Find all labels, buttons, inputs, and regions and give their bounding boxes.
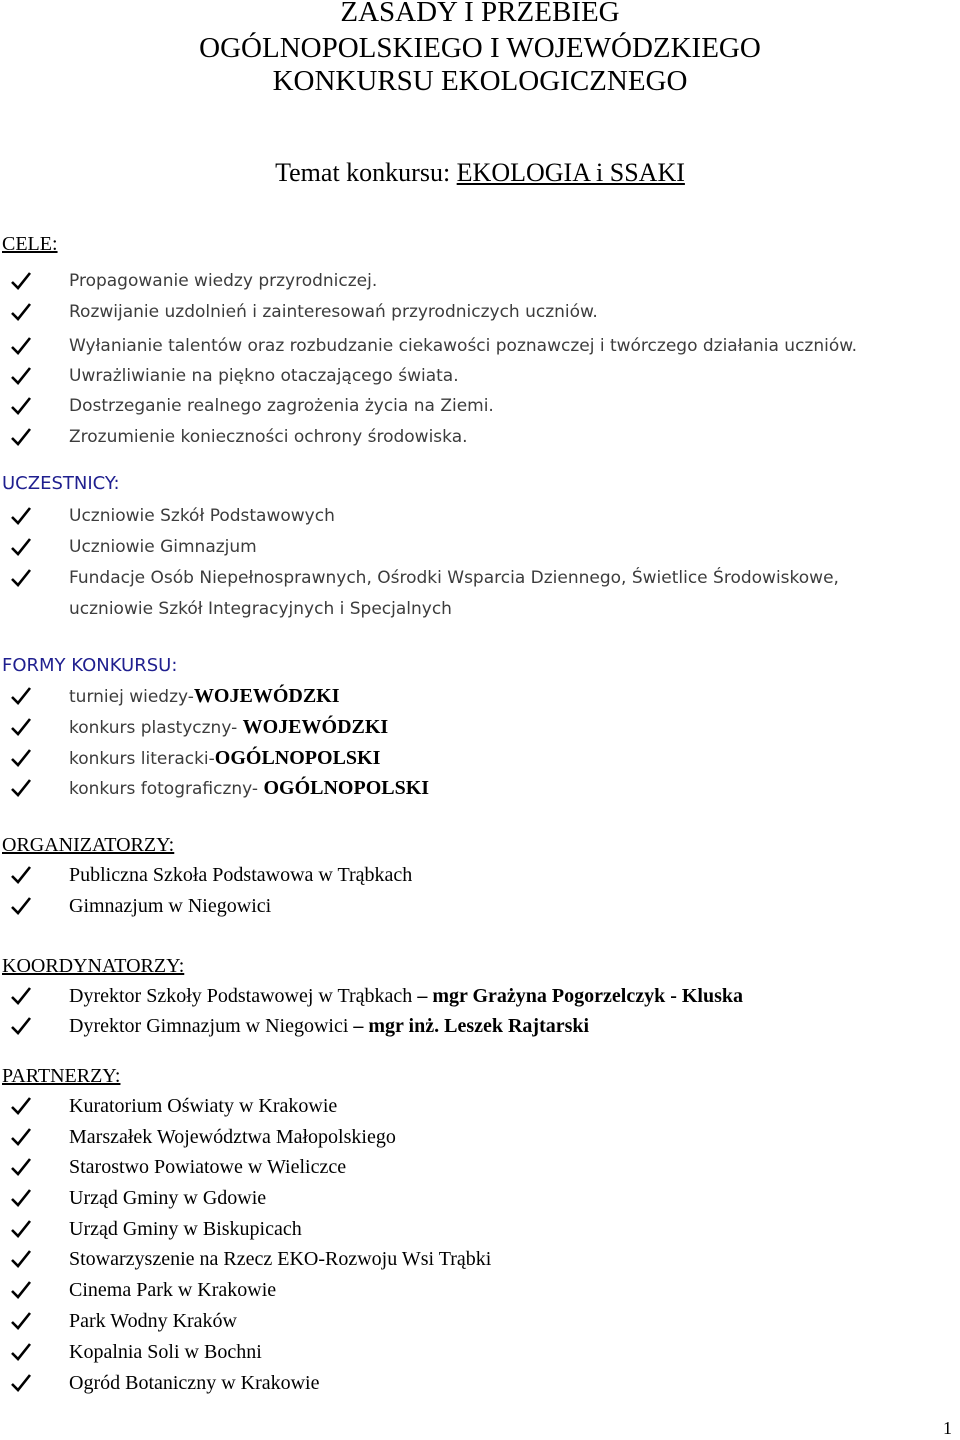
list-item-text: Marszałek Województwa Małopolskiego	[69, 1126, 396, 1148]
list-item-text: Wyłanianie talentów oraz rozbudzanie ciekawości poznawczej i twórczego działania uczniów.	[69, 336, 857, 356]
list-item-text: Cinema Park w Krakowie	[69, 1279, 277, 1301]
coordinator-dash: –	[348, 1015, 369, 1037]
form-label: konkurs fotograficzny-	[69, 779, 264, 799]
checkmark-icon	[10, 715, 32, 739]
list-item-text: Park Wodny Kraków	[69, 1310, 237, 1332]
list-item-text: Kuratorium Oświaty w Krakowie	[69, 1095, 338, 1117]
checkmark-icon	[10, 746, 32, 770]
form-label: konkurs plastyczny-	[69, 718, 243, 738]
title-line-2: OGÓLNOPOLSKIEGO I WOJEWÓDZKIEGO	[199, 32, 761, 64]
checkmark-icon	[10, 1186, 32, 1210]
list-item-text: Urząd Gminy w Biskupicach	[69, 1218, 302, 1240]
coordinator-person: mgr Grażyna Pogorzelczyk - Kluska	[432, 985, 744, 1007]
checkmark-icon	[10, 1278, 32, 1302]
checkmark-icon	[10, 1125, 32, 1149]
checkmark-icon	[10, 504, 32, 528]
checkmark-icon	[10, 535, 32, 559]
list-item-text: Starostwo Powiatowe w Wieliczce	[69, 1156, 347, 1178]
list-item-text	[69, 1014, 589, 1038]
form-level: WOJEWÓDZKI	[242, 716, 389, 738]
checkmark-icon	[10, 1371, 32, 1395]
list-item-text: Stowarzyszenie na Rzecz EKO-Rozwoju Wsi Trąbki	[69, 1248, 492, 1270]
list-item-text: Zrozumienie konieczności ochrony środowiska.	[69, 427, 468, 447]
checkmark-icon	[10, 1014, 32, 1038]
section-heading-partnerzy: PARTNERZY:	[2, 1065, 121, 1087]
checkmark-icon	[10, 684, 32, 708]
checkmark-icon	[10, 269, 32, 293]
list-item-text	[69, 684, 340, 709]
form-level: OGÓLNOPOLSKI	[214, 747, 381, 769]
section-heading-organizatorzy: ORGANIZATORZY:	[2, 834, 175, 856]
list-item-text: Uczniowie Szkół Podstawowych	[69, 506, 335, 526]
list-item-text	[69, 715, 388, 740]
list-item-text: Dostrzeganie realnego zagrożenia życia na Ziemi.	[69, 396, 494, 416]
checkmark-icon	[10, 334, 32, 358]
checkmark-icon	[10, 300, 32, 324]
list-item-text: Fundacje Osób Niepełnosprawnych, Ośrodki Wsparcia Dziennego, Świetlice Środowiskowe,	[69, 568, 839, 588]
form-label: konkurs literacki-	[69, 749, 215, 769]
form-level: WOJEWÓDZKI	[193, 685, 340, 707]
list-item-text: Kopalnia Soli w Bochni	[69, 1341, 262, 1363]
list-item-text: Uczniowie Gimnazjum	[69, 537, 257, 557]
coordinator-dash: –	[412, 985, 433, 1007]
section-heading-formy: FORMY KONKURSU:	[2, 655, 178, 676]
coordinator-role: Dyrektor Gimnazjum w Niegowici	[69, 1015, 349, 1037]
section-heading-uczestnicy: UCZESTNICY:	[2, 473, 120, 494]
form-label: turniej wiedzy-	[69, 687, 194, 707]
checkmark-icon	[10, 425, 32, 449]
coordinator-role: Dyrektor Szkoły Podstawowej w Trąbkach	[69, 985, 413, 1007]
section-heading-cele: CELE:	[2, 233, 58, 255]
list-item-text: Uwrażliwianie na piękno otaczającego świata.	[69, 366, 459, 386]
checkmark-icon	[10, 1247, 32, 1271]
list-item-text	[69, 746, 380, 771]
form-level: OGÓLNOPOLSKI	[263, 777, 430, 799]
subtitle-topic: EKOLOGIA i SSAKI	[456, 158, 685, 187]
checkmark-icon	[10, 1340, 32, 1364]
list-item-text	[69, 776, 429, 801]
checkmark-icon	[10, 394, 32, 418]
checkmark-icon	[10, 776, 32, 800]
page-number: 1	[943, 1418, 952, 1438]
checkmark-icon	[10, 566, 32, 590]
subtitle-label: Temat konkursu:	[275, 158, 451, 187]
title-line-3: KONKURSU EKOLOGICZNEGO	[272, 65, 688, 97]
coordinator-person: mgr inż. Leszek Rajtarski	[368, 1015, 590, 1037]
checkmark-icon	[10, 894, 32, 918]
subtitle	[0, 156, 960, 190]
list-item-continuation: uczniowie Szkół Integracyjnych i Specjalnych	[69, 599, 452, 619]
checkmark-icon	[10, 1217, 32, 1241]
checkmark-icon	[10, 863, 32, 887]
checkmark-icon	[10, 1309, 32, 1333]
list-item-text: Ogród Botaniczny w Krakowie	[69, 1372, 320, 1394]
title-line-1: ZASADY I PRZEBIEG	[340, 0, 620, 28]
section-heading-koordynatorzy: KOORDYNATORZY:	[2, 955, 185, 977]
checkmark-icon	[10, 1155, 32, 1179]
list-item-text: Propagowanie wiedzy przyrodniczej.	[69, 271, 378, 291]
list-item-text: Publiczna Szkoła Podstawowa w Trąbkach	[69, 864, 413, 886]
checkmark-icon	[10, 364, 32, 388]
checkmark-icon	[10, 984, 32, 1008]
list-item-text: Rozwijanie uzdolnień i zainteresowań przyrodniczych uczniów.	[69, 302, 598, 322]
list-item-text	[69, 984, 743, 1008]
checkmark-icon	[10, 1094, 32, 1118]
list-item-text: Urząd Gminy w Gdowie	[69, 1187, 267, 1209]
list-item-text: Gimnazjum w Niegowici	[69, 895, 272, 917]
